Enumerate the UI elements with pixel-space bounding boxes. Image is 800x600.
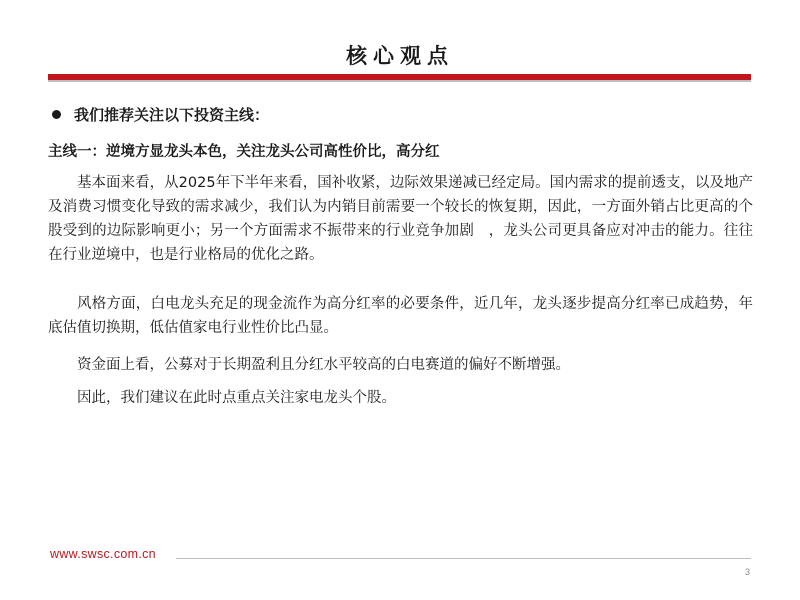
slide-title: 核心观点 bbox=[346, 44, 454, 68]
bullet-heading: 我们推荐关注以下投资主线： bbox=[74, 106, 270, 124]
paragraph-style: 风格方面，白电龙头充足的现金流作为高分红率的必要条件，近几年，龙头逐步提高分红率已成趋势，年底估值切换期，低估值家电行业性价比凸显。 bbox=[48, 296, 753, 336]
page-number: 3 bbox=[745, 567, 751, 577]
title-divider-gray bbox=[48, 80, 751, 82]
bullet-dot-icon bbox=[52, 110, 61, 119]
bullet-heading-row bbox=[48, 104, 753, 128]
title-divider bbox=[48, 74, 751, 82]
paragraph-conclusion: 因此，我们建议在此时点重点关注家电龙头个股。 bbox=[77, 390, 396, 406]
paragraph-capital: 资金面上看，公募对于长期盈利且分红水平较高的白电赛道的偏好不断增强。 bbox=[77, 357, 570, 373]
mainline-title: 主线一：逆境方显龙头本色，关注龙头公司高性价比，高分红 bbox=[48, 144, 440, 160]
paragraph-fundamentals: 基本面来看，从2025年下半年来看，国补收紧，边际效果递减已经定局。国内需求的提前透支，以及地产及消费习惯变化导致的需求减少，我们认为内销目前需要一个较长的恢复期，因此，一方面外销占比更高的个股受到的边际影响更小；另一个方面需求不振带来的行业竞争加剧 ，龙头公司更具备应对冲击的能力。往往在行业逆境中，也是行业格局的优化之路。 bbox=[48, 175, 753, 263]
footer-url-link[interactable]: www.swsc.com.cn bbox=[50, 547, 156, 561]
